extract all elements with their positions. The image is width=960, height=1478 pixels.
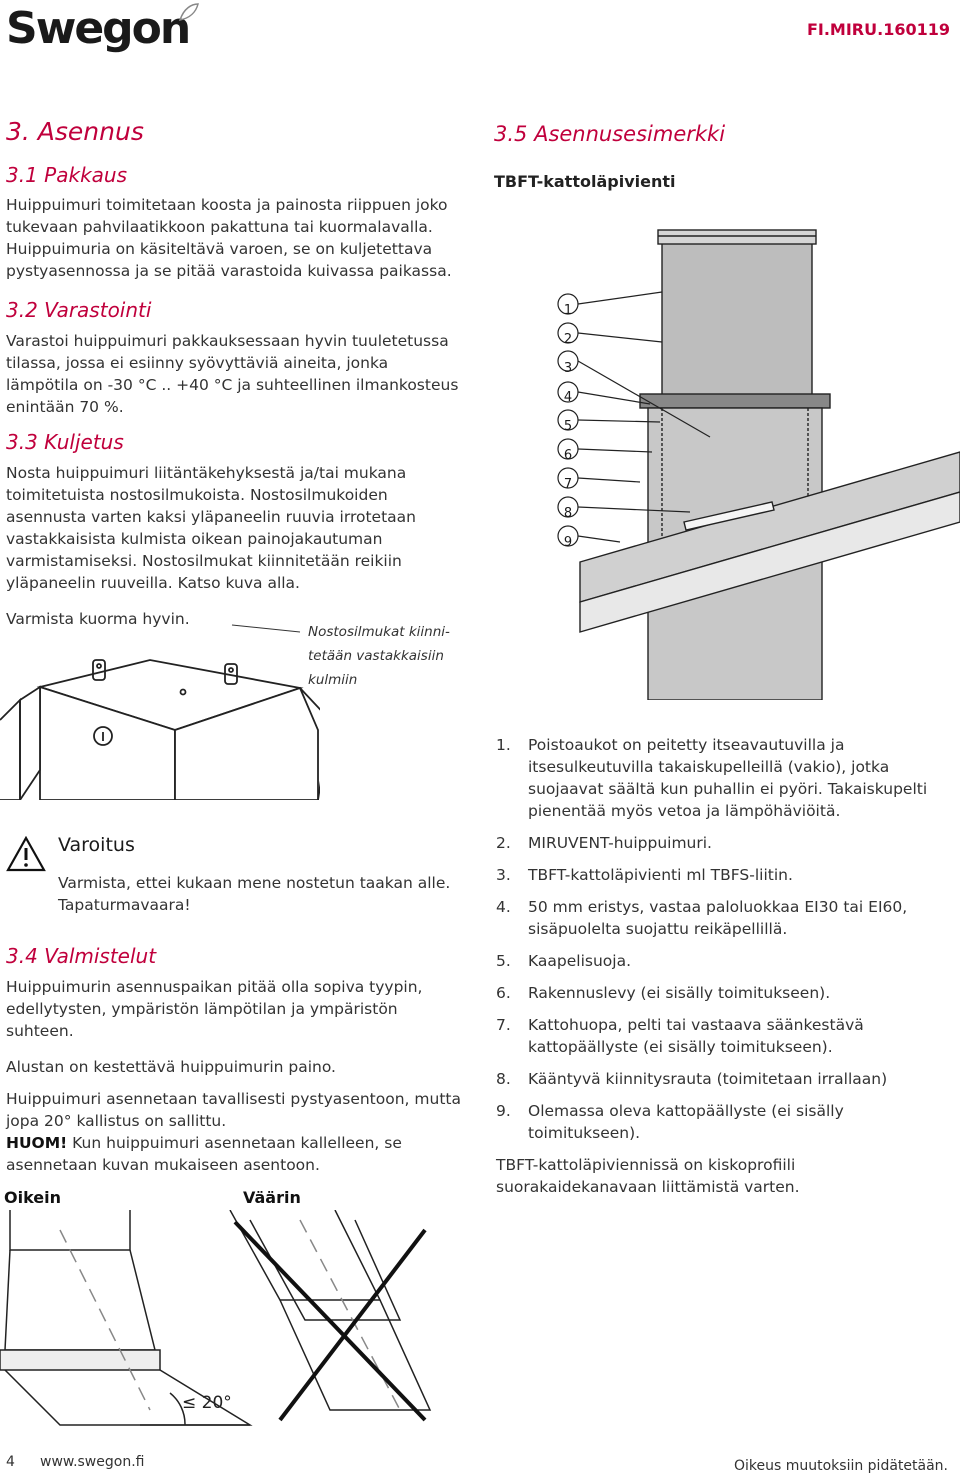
text-valmistelut-1: Huippuimurin asennuspaikan pitää olla sopiva tyypin, edellytysten, ympäristön lämpötilan ja ympäristön suhteen. bbox=[6, 978, 423, 1040]
callout-1: 1 bbox=[563, 303, 573, 318]
list-item: 7. Kattohuopa, pelti tai vastaava säänkestävä kattopäällyste (ei sisälly toimitukseen). bbox=[496, 1016, 864, 1056]
list-item: 1. Poistoaukot on peitetty itseavautuvilla ja itsesulkeutuvilla takaiskupelleillä (vakio), jotka suojaavat säältä kun puhallin ei pyöri. Takaiskupelti pienentää myös vetoa ja lämpöhäviöitä. bbox=[496, 736, 928, 820]
callout-numbers bbox=[562, 296, 574, 557]
component-list bbox=[496, 734, 956, 1198]
callout-7: 7 bbox=[563, 477, 573, 492]
text-kuorma: Varmista kuorma hyvin. bbox=[6, 610, 190, 628]
callout-5: 5 bbox=[563, 419, 573, 434]
warning-title: Varoitus bbox=[58, 834, 135, 856]
swegon-leaf-icon bbox=[178, 2, 200, 22]
list-item: 2. MIRUVENT-huippuimuri. bbox=[496, 834, 712, 852]
callout-3: 3 bbox=[563, 361, 573, 376]
lifting-caption: Nostosilmukat kiinni- tetään vastakkaisiin kulmiin bbox=[308, 624, 450, 688]
tbft-note: TBFT-kattoläpiviennissä on kiskoprofiili suorakaidekanavaan liittämistä varten. bbox=[496, 1156, 800, 1196]
angle-label: ≤ 20° bbox=[182, 1393, 232, 1413]
rights-note: Oikeus muutoksiin pidätetään. bbox=[733, 1458, 948, 1474]
label-oikein: Oikein bbox=[4, 1188, 62, 1207]
heading-valmistelut: 3.4 Valmistelut bbox=[6, 944, 157, 968]
swegon-logo: Swegon bbox=[6, 3, 190, 54]
text-huom: HUOM! Kun huippuimuri asennetaan kallelleen, se asennetaan kuvan mukaiseen asentoon. bbox=[6, 1134, 402, 1174]
text-kuljetus: Nosta huippuimuri liitäntäkehyksestä ja/tai mukana toimitetuista nostosilmukoista. Nostosilmukoiden asennusta varten kaksi yläpaneelin ruuvia irrotetaan vastakkaisista kulmista oikean painojakautuman varmistamiseksi. Nostosilmukat kiinnitetään reikiin yläpaneelin ruuveilla. Katso kuva alla. bbox=[6, 464, 416, 592]
callout-2: 2 bbox=[563, 332, 573, 347]
doc-code: FI.MIRU.160119 bbox=[806, 20, 950, 39]
callout-9: 9 bbox=[563, 535, 573, 550]
section-title-asennus: 3. Asennus bbox=[6, 117, 144, 146]
warning-text: Varmista, ettei kukaan mene nostetun taakan alle. Tapaturmavaara! bbox=[58, 874, 451, 914]
text-valmistelut-2: Alustan on kestettävä huippuimurin paino. bbox=[6, 1058, 336, 1076]
list-item: 5. Kaapelisuoja. bbox=[496, 952, 631, 970]
heading-kuljetus: 3.3 Kuljetus bbox=[6, 430, 124, 454]
list-item: 9. Olemassa oleva kattopäällyste (ei sisälly toimitukseen). bbox=[496, 1102, 844, 1142]
callout-6: 6 bbox=[563, 448, 573, 463]
subtitle-tbft: TBFT-kattoläpivienti bbox=[494, 172, 676, 191]
label-vaarin: Väärin bbox=[243, 1188, 301, 1207]
heading-varastointi: 3.2 Varastointi bbox=[6, 298, 152, 322]
website-link[interactable]: www.swegon.fi bbox=[40, 1454, 145, 1470]
text-varastointi: Varastoi huippuimuri pakkauksessaan hyvin tuuletetussa tilassa, jossa ei esiinny syövyttäviä aineita, jonka lämpötila on -30 °C .. +40 °C ja suhteellinen ilmankosteus enintään 70 %. bbox=[6, 332, 459, 416]
list-item: 8. Kääntyvä kiinnitysrauta (toimitetaan irrallaan) bbox=[496, 1070, 888, 1088]
callout-8: 8 bbox=[563, 506, 573, 521]
list-item: 6. Rakennuslevy (ei sisälly toimitukseen). bbox=[496, 984, 831, 1002]
roof-penetration-illustration bbox=[540, 222, 960, 700]
list-item: 3. TBFT-kattoläpivienti ml TBFS-liitin. bbox=[496, 866, 793, 884]
tilt-illustration bbox=[0, 1210, 480, 1430]
heading-pakkaus: 3.1 Pakkaus bbox=[6, 163, 127, 187]
lifting-illustration bbox=[0, 620, 320, 800]
callout-4: 4 bbox=[563, 390, 573, 405]
warning-icon bbox=[6, 836, 46, 872]
text-valmistelut-3: Huippuimuri asennetaan tavallisesti pystyasentoon, mutta jopa 20° kallistus on sallittu. bbox=[6, 1090, 461, 1130]
text-pakkaus: Huippuimuri toimitetaan koosta ja painosta riippuen joko tukevaan pahvilaatikkoon pakattuna tai kuormalavalla. Huippuimuria on käsiteltävä varoen, se on kuljetettava pystyasennossa ja se pitää varastoida kuivassa paikassa. bbox=[6, 196, 452, 280]
page-number: 4 bbox=[6, 1454, 15, 1470]
heading-asennusesimerkki: 3.5 Asennusesimerkki bbox=[494, 122, 726, 146]
list-item: 4. 50 mm eristys, vastaa paloluokkaa EI30 tai EI60, sisäpuolelta suojattu reikäpellillä. bbox=[496, 898, 908, 938]
